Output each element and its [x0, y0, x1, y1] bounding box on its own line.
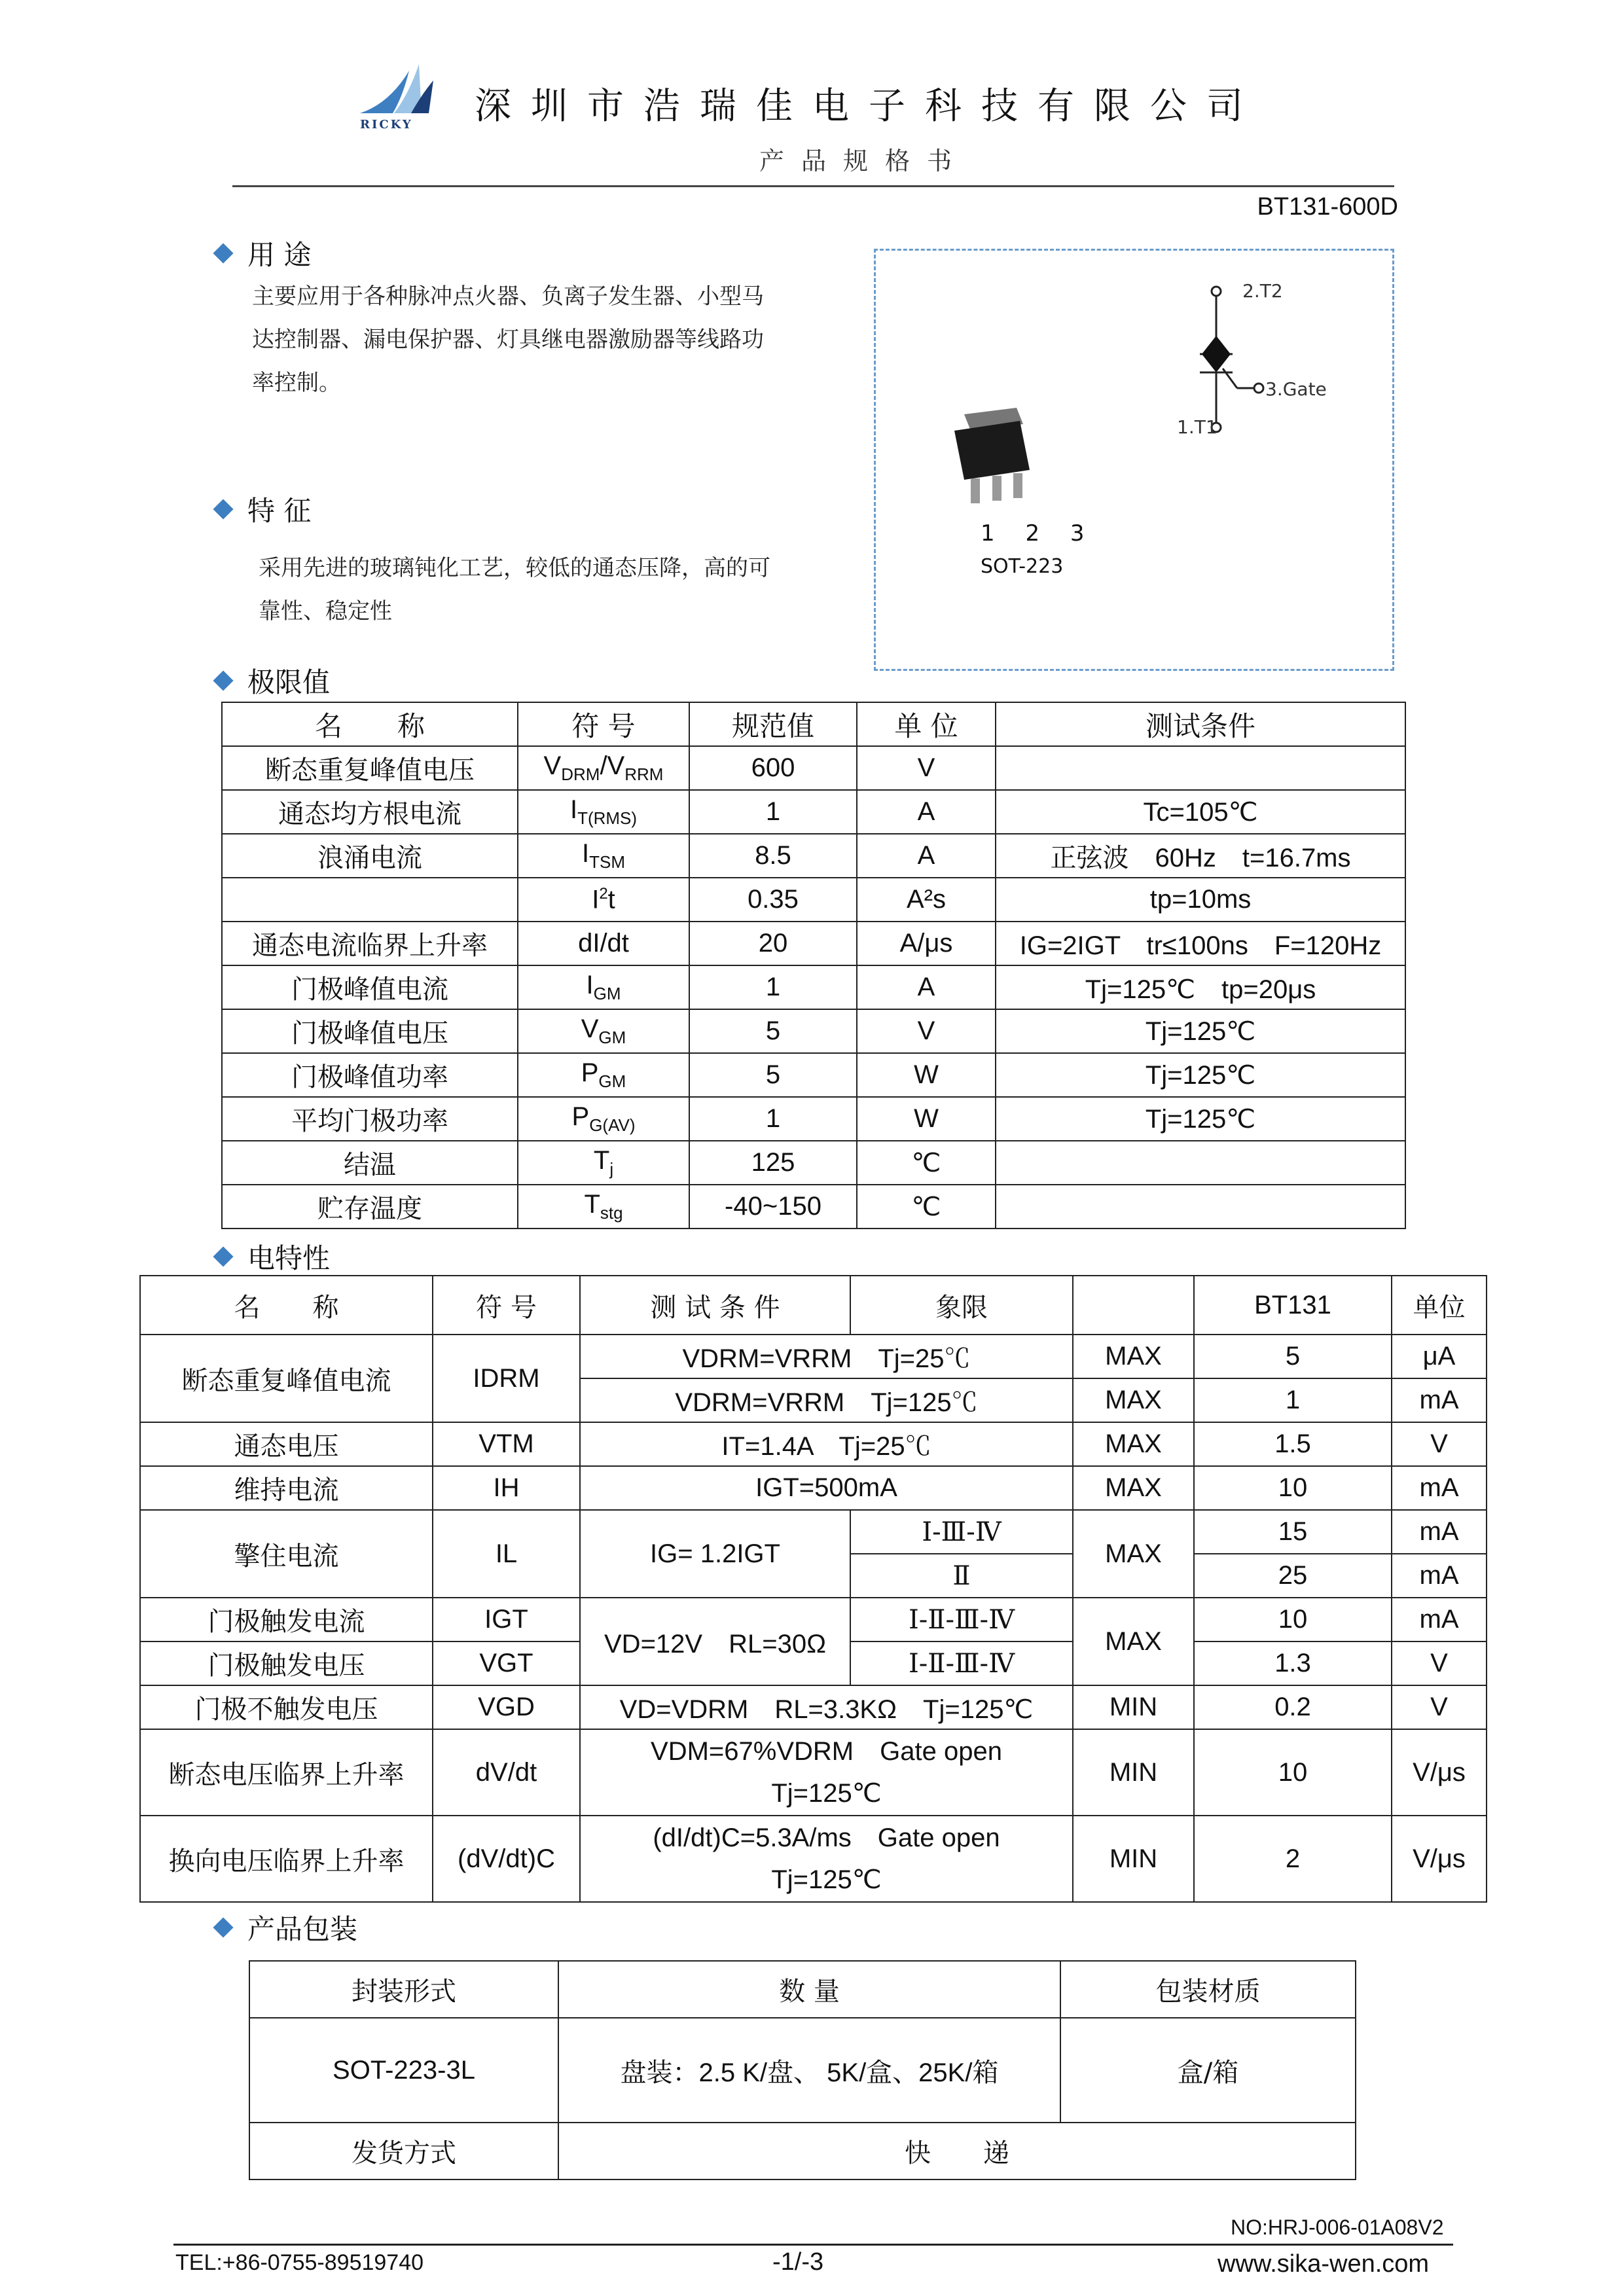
- table-header-row: 名 称 符 号 规范值 单 位 测试条件: [222, 702, 1405, 746]
- table-row: 结温 $T_j$ 125 ℃: [222, 1141, 1405, 1185]
- packing-heading: 产品包装: [216, 1908, 357, 1947]
- table-row: 维持电流 IH IGT=500mA MAX 10 mA: [140, 1466, 1487, 1510]
- table-row: 贮存温度 $T_{stg}$ -40~150 ℃: [222, 1185, 1405, 1229]
- diamond-bullet-icon: [213, 499, 233, 519]
- diamond-bullet-icon: [213, 1246, 233, 1266]
- table-row: 门极峰值电压 $V_{GM}$ 5 V Tj=125℃: [222, 1009, 1405, 1053]
- header-rule: [232, 185, 1394, 187]
- sot223-package-image: [941, 395, 1053, 526]
- table-header-row: 名 称 符 号 测 试 条 件 象限 BT131 单位: [140, 1276, 1487, 1335]
- table-header-row: 封装形式 数 量 包装材质: [249, 1961, 1356, 2018]
- features-text: 采用先进的玻璃钝化工艺，较低的通态压降，高的可 靠性、稳定性: [259, 555, 770, 624]
- table-row: 通态均方根电流 $I_{T(RMS)}$ 1 A Tc=105℃: [222, 790, 1405, 834]
- diamond-bullet-icon: [213, 670, 233, 691]
- packing-table: [249, 1960, 1356, 2180]
- features-heading: 特 征: [216, 490, 311, 529]
- diamond-bullet-icon: [213, 1917, 233, 1937]
- pin-numbers: 1 2 3: [981, 520, 1096, 547]
- model-number: BT131-600D: [1257, 193, 1398, 221]
- table-row: 门极不触发电压 VGD VD=VDRM RL=3.3KΩ Tj=125℃ MIN 0.2 V: [140, 1685, 1487, 1729]
- page-number: -1/-3: [772, 2248, 824, 2276]
- table-row: 通态电流临界上升率 dI/dt 20 A/μs IG=2IGT tr≤100ns F=120Hz: [222, 922, 1405, 965]
- table-row: 发货方式 快 递: [249, 2123, 1356, 2179]
- footer-rule: [173, 2244, 1453, 2246]
- doc-subtitle: 产品规格书: [759, 147, 969, 175]
- limits-heading: 极限值: [216, 661, 330, 700]
- diamond-bullet-icon: [213, 243, 233, 263]
- table-row: Ⅱ 25 mA: [140, 1554, 1487, 1598]
- table-row: 擎住电流 IL IG= 1.2IGT Ⅰ-Ⅲ-Ⅳ MAX 15 mA: [140, 1510, 1487, 1554]
- table-row: VDRM=VRRM Tj=125℃ MAX 1 mA: [140, 1378, 1487, 1422]
- table-row: 门极峰值电流 $I_{GM}$ 1 A Tj=125℃ tp=20μs: [222, 965, 1405, 1009]
- company-name: 深圳市浩瑞佳电子科技有限公司: [475, 85, 1263, 128]
- table-row: 换向电压临界上升率 (dV/dt)C (dI/dt)C=5.3A/ms Gate open Tj=125℃ MIN 2 V/μs: [140, 1816, 1487, 1902]
- label-gate: 3.Gate: [1265, 378, 1327, 400]
- table-row: 断态重复峰值电流 IDRM VDRM=VRRM Tj=25℃ MAX 5 μA: [140, 1335, 1487, 1378]
- company-logo: [353, 58, 439, 136]
- table-row: 断态重复峰值电压 $V_{DRM}/V_{RRM}$ 600 V: [222, 746, 1405, 790]
- table-row: 门极触发电压 VGT Ⅰ-Ⅱ-Ⅲ-Ⅳ 1.3 V: [140, 1641, 1487, 1685]
- footer-tel: TEL:+86-0755-89519740: [175, 2250, 424, 2275]
- elec-table: [139, 1275, 1487, 1903]
- doc-number: NO:HRJ-006-01A08V2: [1231, 2215, 1444, 2239]
- table-row: 浪涌电流 $I_{TSM}$ 8.5 A 正弦波 60Hz t=16.7ms: [222, 834, 1405, 878]
- label-t1: 1.T1: [1177, 416, 1218, 438]
- table-row: $I^2t$ 0.35 A²s tp=10ms: [222, 878, 1405, 922]
- table-row: 通态电压 VTM IT=1.4A Tj=25℃ MAX 1.5 V: [140, 1422, 1487, 1466]
- footer-website: www.sika-wen.com: [1218, 2250, 1430, 2278]
- table-row: 断态电压临界上升率 dV/dt VDM=67%VDRM Gate open Tj=125℃ MIN 10 V/μs: [140, 1729, 1487, 1816]
- table-row: 门极峰值功率 $P_{GM}$ 5 W Tj=125℃: [222, 1053, 1405, 1097]
- usage-heading: 用 途: [216, 234, 311, 273]
- package-name: SOT-223: [981, 555, 1064, 578]
- label-t2: 2.T2: [1242, 280, 1283, 302]
- limits-table: [221, 702, 1406, 1229]
- table-row: 门极触发电流 IGT VD=12V RL=30Ω Ⅰ-Ⅱ-Ⅲ-Ⅳ MAX 10 mA: [140, 1598, 1487, 1641]
- package-figure: [874, 249, 1394, 671]
- elec-heading: 电特性: [216, 1237, 330, 1276]
- logo-text: RICKY: [360, 118, 413, 132]
- table-row: 平均门极功率 $P_{G(AV)}$ 1 W Tj=125℃: [222, 1097, 1405, 1141]
- table-row: SOT-223-3L 盘装：2.5 K/盘、 5K/盒、25K/箱 盒/箱: [249, 2018, 1356, 2123]
- usage-text: 主要应用于各种脉冲点火器、负离子发生器、小型马 达控制器、漏电保护器、灯具继电器激励器等线路功 率控制。: [252, 283, 764, 396]
